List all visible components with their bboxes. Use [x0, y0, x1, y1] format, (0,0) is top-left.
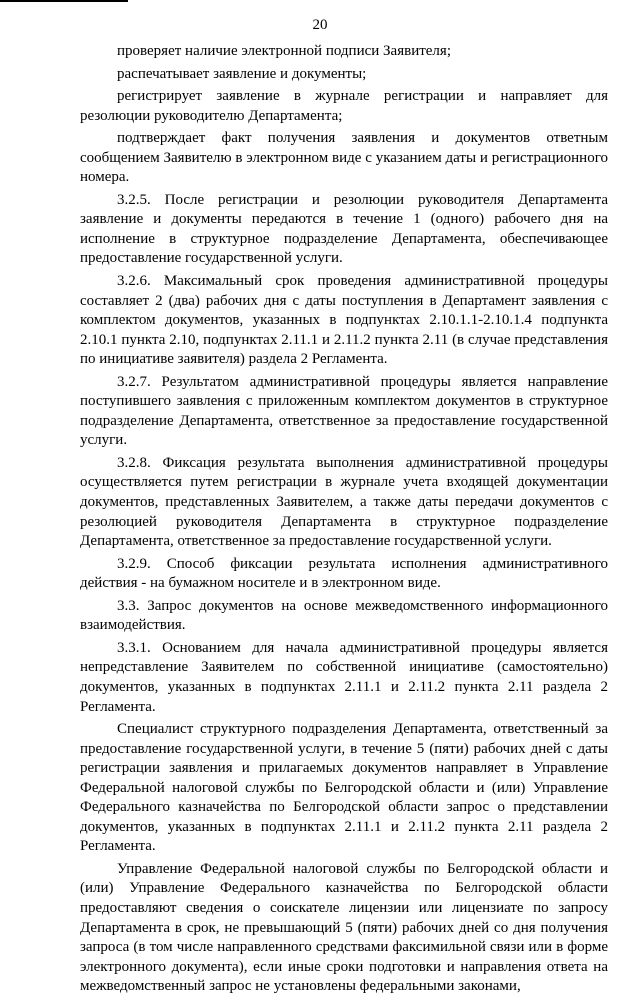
paragraph: 3.2.8. Фиксация результата выполнения административной процедуры осуществляется путем регистрации в журнале учета входящей документации документов, представленных Заявителем, а также даты передачи документов с резолюцией руководителя Департамента в структурное подразделение Департамента, ответственное за предоставление государственной услуги.: [80, 454, 608, 550]
page-number: 20: [312, 17, 328, 33]
paragraph: регистрирует заявление в журнале регистрации и направляет для резолюции руководителю Департамента;: [80, 88, 608, 124]
paragraph: распечатывает заявление и документы;: [117, 65, 367, 82]
paragraph: Управление Федеральной налоговой службы по Белгородской области и (или) Управление Федерального казначейства по Белгородской области предоставляют сведения о соискателе лицензии или лицензиате по запросу Департамента в срок, не превышающий 5 (пяти) рабочих дней со дня получения запроса (в том числе направленного средствами факсимильной связи или в форме электронного документа), если иные сроки подготовки и направления ответа на межведомственный запрос не установлены федеральными законами,: [80, 860, 608, 995]
paragraph: 3.2.7. Результатом административной процедуры является направление поступившего заявления с приложенным комплектом документов в структурное подразделение Департамента, ответственное за предоставление государственной услуги.: [80, 373, 608, 449]
paragraph: 3.2.5. После регистрации и резолюции руководителя Департамента заявление и документы передаются в течение 1 (одного) рабочего дня на исполнение в структурное подразделение Департамента, обеспечивающее предоставление государственной услуги.: [80, 191, 608, 267]
paragraph: 3.2.9. Способ фиксации результата исполнения административного действия - на бумажном носителе и в электронном виде.: [80, 555, 608, 592]
paragraph: 3.3.1. Основанием для начала административной процедуры является непредставление Заявителем по собственной инициативе (самостоятельно) документов, указанных в подпунктах 2.11.1 и 2.11.2 пункта 2.11 раздела 2 Регламента.: [80, 639, 608, 715]
document-body: [80, 42, 608, 1000]
top-rule: [0, 0, 128, 2]
paragraph: 3.2.6. Максимальный срок проведения административной процедуры составляет 2 (два) рабочих дня с даты поступления в Департамент заявления с комплектом документов, указанных в подпунктах 2.10.1.1-2.10.1.4 подпункта 2.10.1 пункта 2.10, подпунктах 2.11.1 и 2.11.2 пункта 2.11 (в случае представления по инициативе заявителя) раздела 2 Регламента.: [80, 273, 608, 368]
paragraph: подтверждает факт получения заявления и документов ответным сообщением Заявителю в электронном виде с указанием даты и регистрационного номера.: [80, 130, 608, 186]
paragraph: Специалист структурного подразделения Департамента, ответственный за предоставление государственной услуги, в течение 5 (пяти) рабочих дней с даты регистрации заявления и прилагаемых документов направляет в Управление Федеральной налоговой службы по Белгородской области и (или) Управление Федерального казначейства по Белгородской области запрос о представлении документов, указанных в подпунктах 2.11.1 и 2.11.2 пункта 2.11 раздела 2 Регламента.: [80, 721, 608, 855]
paragraph: проверяет наличие электронной подписи Заявителя;: [117, 43, 451, 59]
paragraph: 3.3. Запрос документов на основе межведомственного информационного взаимодействия.: [80, 597, 608, 634]
